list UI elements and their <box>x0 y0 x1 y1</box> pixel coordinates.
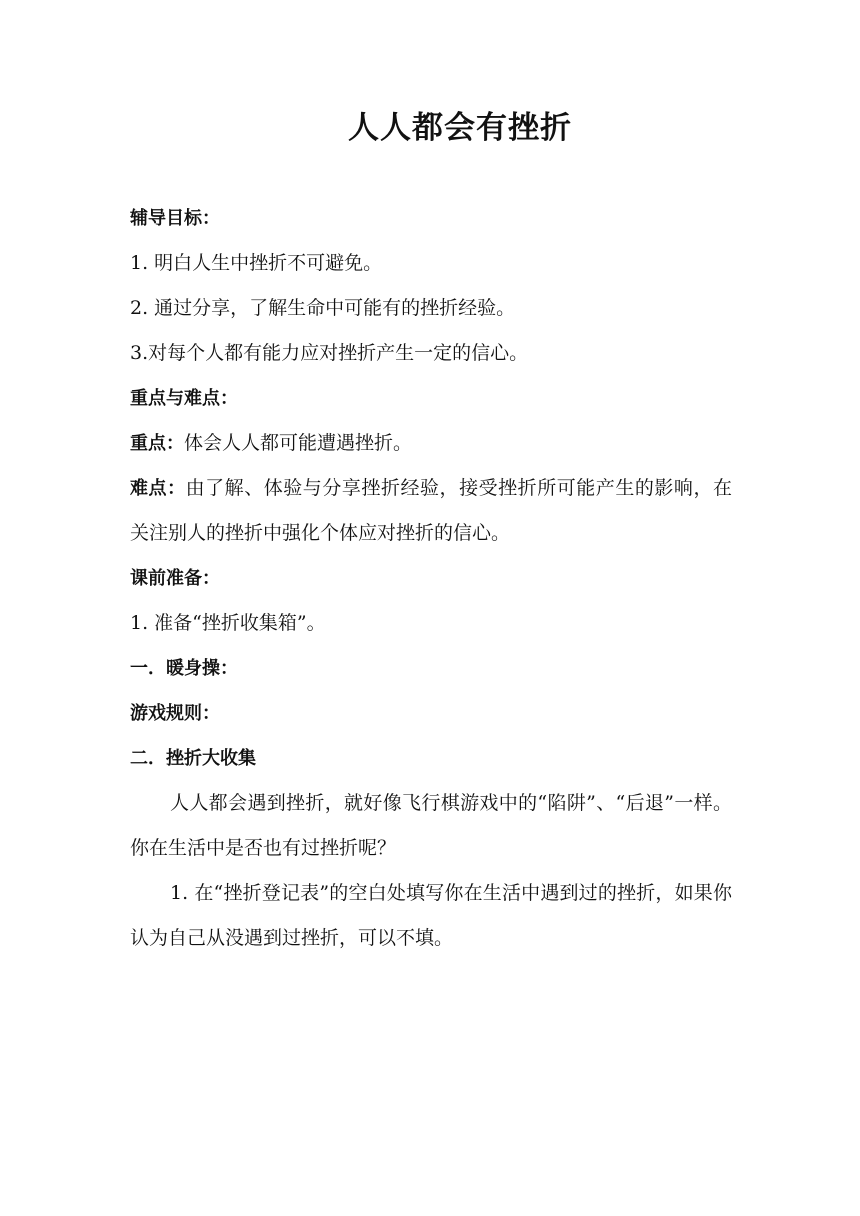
key-point-label: 重点： <box>130 433 184 454</box>
difficulty-text: 由了解、体验与分享挫折经验，接受挫折所可能产生的影响，在关注别人的挫折中强化个体应对挫折的信心。 <box>130 477 732 544</box>
goal-item-3: 3.对每个人都有能力应对挫折产生一定的信心。 <box>130 342 529 364</box>
section2-heading: 二．挫折大收集 <box>130 748 256 769</box>
section2-paragraph-2: 1. 在“挫折登记表”的空白处填写你在生活中遇到过的挫折，如果你认为自己从没遇到过挫折，可以不填。 <box>130 882 732 949</box>
section1-heading: 一．暖身操： <box>130 658 238 679</box>
goals-heading: 辅导目标： <box>130 208 220 229</box>
preparation-item-1: 1. 准备“挫折收集箱”。 <box>130 612 326 634</box>
document-body <box>130 196 732 961</box>
goal-item-2: 2. 通过分享，了解生命中可能有的挫折经验。 <box>130 297 516 319</box>
document-title: 人人都会有挫折 <box>348 110 572 146</box>
section2-paragraph-1: 人人都会遇到挫折，就好像飞行棋游戏中的“陷阱”、“后退”一样。你在生活中是否也有过挫折呢？ <box>130 792 732 859</box>
preparation-heading: 课前准备： <box>130 568 220 589</box>
difficulty-point <box>130 466 732 556</box>
goal-item-1: 1. 明白人生中挫折不可避免。 <box>130 252 383 274</box>
game-rules-heading: 游戏规则： <box>130 703 220 724</box>
key-point <box>130 421 732 466</box>
key-point-text: 体会人人都可能遭遇挫折。 <box>184 432 413 454</box>
difficulty-label: 难点： <box>130 478 186 499</box>
focus-heading: 重点与难点： <box>130 388 238 409</box>
